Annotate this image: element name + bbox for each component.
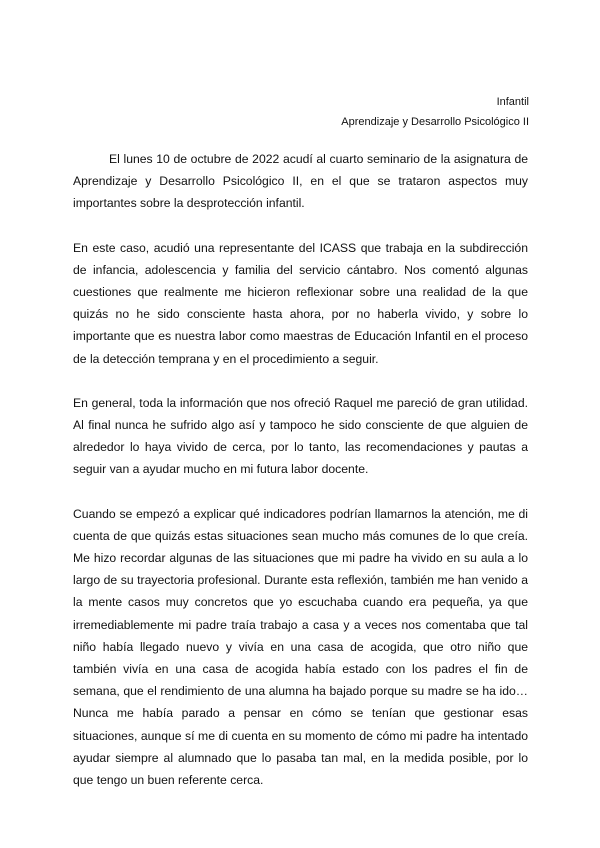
paragraph-representative: En este caso, acudió una representante del ICASS que trabaja en la subdirección de infancia, adolescencia y familia del servicio cántabro. Nos comentó algunas cuestiones que realmente me hicieron reflexionar sobre una realidad de la que quizás no he sido consciente hasta ahora, por no haberla vivido, y sobre lo importante que es nuestra labor como maestras de Educación Infantil en el proceso de la detección temprana y en el procedimiento a seguir. bbox=[73, 240, 528, 366]
paragraph-intro: El lunes 10 de octubre de 2022 acudí al cuarto seminario de la asignatura de Aprendizaje y Desarrollo Psicológico II, en el que se trataron aspectos muy importantes sobre la desprotección infantil. bbox=[73, 152, 528, 211]
paragraph-general: En general, toda la información que nos ofreció Raquel me pareció de gran utilidad. Al final nunca he sufrido algo así y tampoco he sido consciente de que alguien de alrededor lo haya vivido de cerca, por lo tanto, las recomendaciones y pautas a seguir van a ayudar mucho en mi futura labor docente. bbox=[73, 395, 528, 477]
course-line: Infantil bbox=[496, 96, 529, 108]
subject-line: Aprendizaje y Desarrollo Psicológico II bbox=[341, 116, 529, 128]
paragraph-indicators: Cuando se empezó a explicar qué indicadores podrían llamarnos la atención, me di cuenta de que quizás estas situaciones sean mucho más comunes de lo que creía. Me hizo recordar algunas de las situaciones que mi padre ha vivido en su aula a lo largo de su trayectoria profesional. Durante esta reflexión, también me han venido a la mente casos muy concretos que yo escuchaba cuando era pequeña, ya que irremediablemente mi padre traía trabajo a casa y a veces nos comentaba que tal niño había llegado nuevo y vivía en una casa de acogida, que otro niño que también vivía en una casa de acogida había estado con los padres el fin de semana, que el rendimiento de una alumna ha bajado porque su madre se ha ido… Nunca me había parado a pensar en cómo se tenían que gestionar esas situaciones, aunque sí me di cuenta en su momento de cómo mi padre ha intentado ayudar siempre al alumnado que lo pasaba tan mal, en la medida posible, por lo que tengo un buen referente cerca. bbox=[73, 506, 528, 788]
document-body bbox=[73, 148, 528, 813]
document-header bbox=[341, 92, 529, 132]
